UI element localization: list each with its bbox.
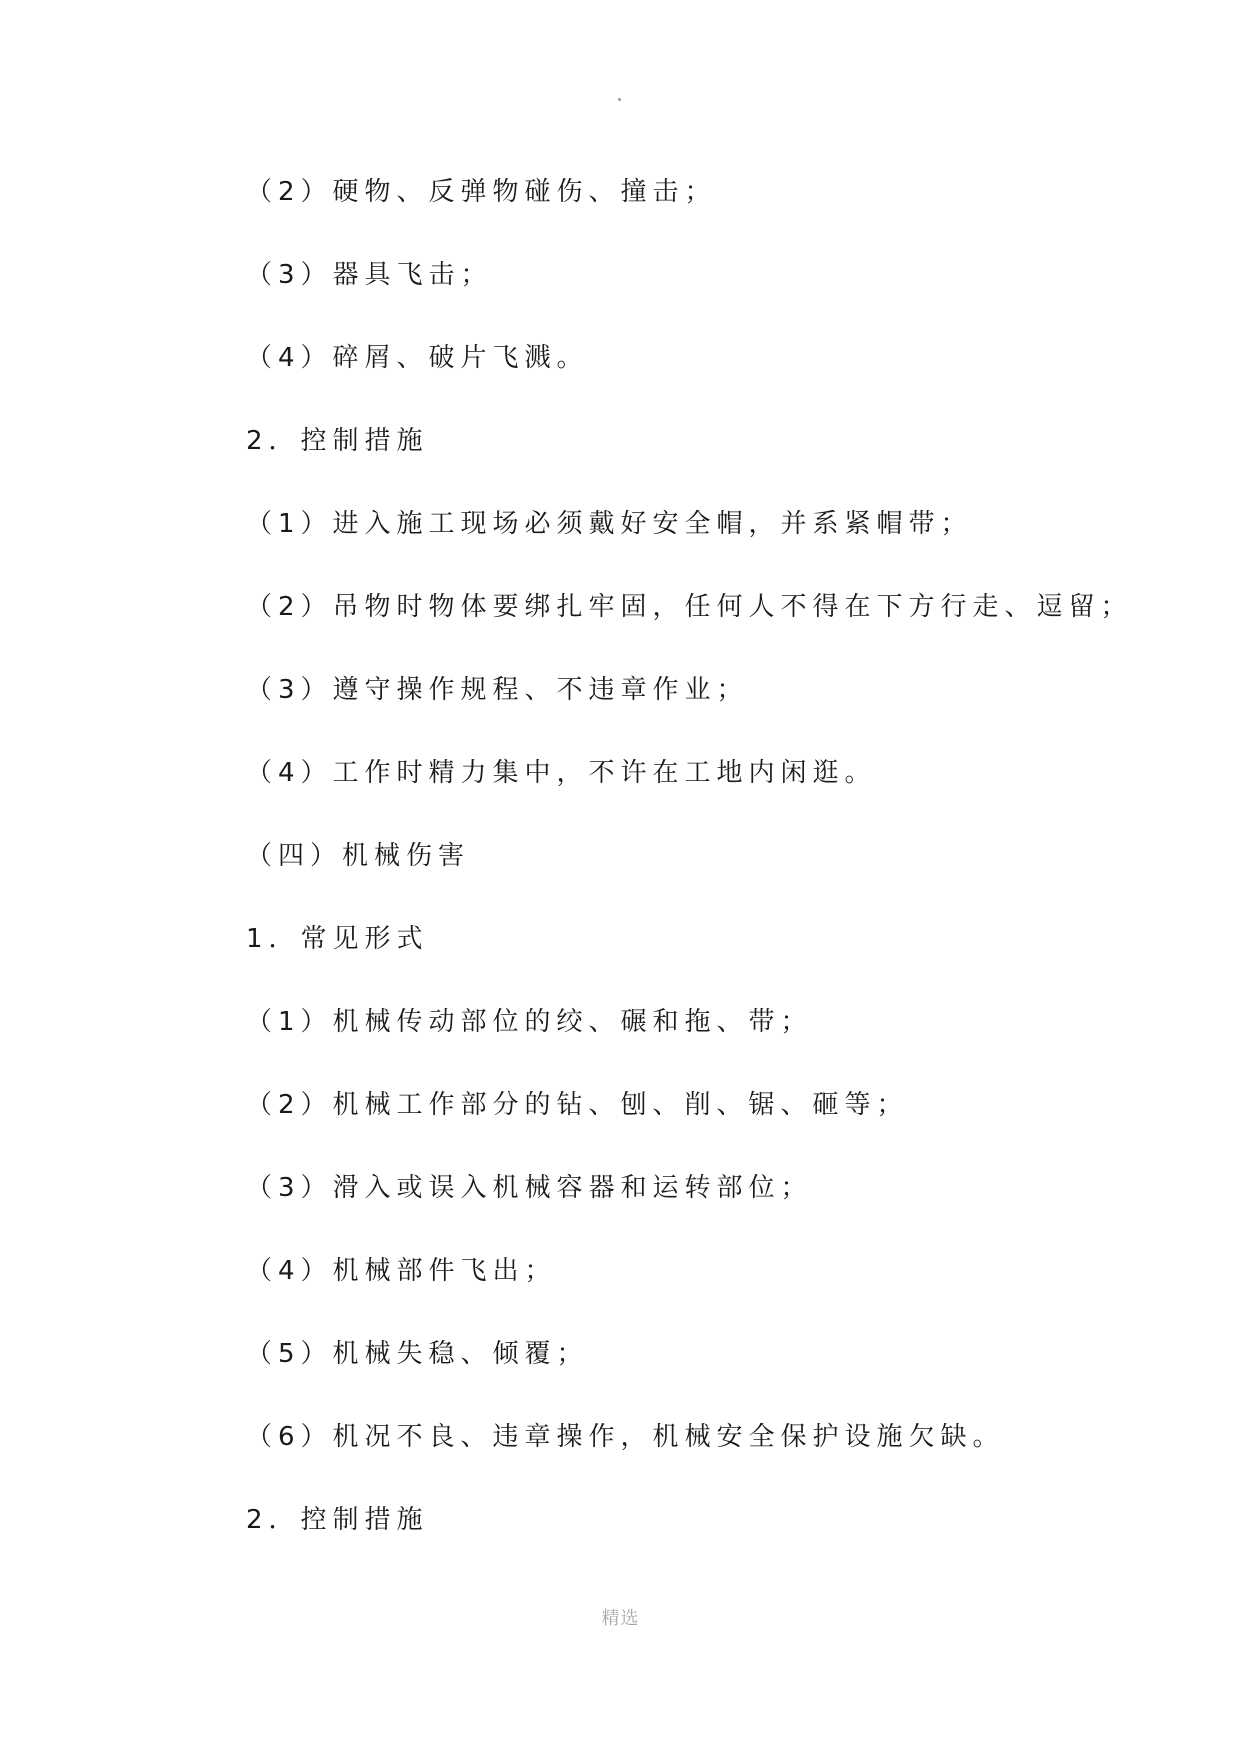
list-item: （2）硬物、反弹物碰伤、撞击；: [246, 177, 717, 207]
list-item: （3）滑入或误入机械容器和运转部位；: [246, 1173, 813, 1203]
list-item: （5）机械失稳、倾覆；: [246, 1339, 589, 1369]
list-item: （1）机械传动部位的绞、碾和拖、带；: [246, 1007, 813, 1037]
page-footer: 精选: [601, 1608, 640, 1629]
list-item: （3）遵守操作规程、不违章作业；: [246, 675, 749, 705]
list-item: （4）工作时精力集中，不许在工地内闲逛。: [246, 758, 877, 788]
list-item: （3）器具飞击；: [246, 260, 493, 290]
list-item: （4）碎屑、破片飞溅。: [246, 343, 589, 373]
list-item: （1）进入施工现场必须戴好安全帽，并系紧帽带；: [246, 509, 973, 539]
list-item: （2）吊物时物体要绑扎牢固，任何人不得在下方行走、逗留；: [246, 592, 1133, 622]
section-heading: 1．常见形式: [246, 924, 429, 954]
section-heading: 2．控制措施: [246, 426, 429, 456]
list-item: （6）机况不良、违章操作，机械安全保护设施欠缺。: [246, 1422, 1005, 1452]
header-mark: [618, 98, 621, 101]
section-heading: 2．控制措施: [246, 1505, 429, 1535]
section-heading: （四）机械伤害: [246, 841, 471, 871]
list-item: （4）机械部件飞出；: [246, 1256, 557, 1286]
list-item: （2）机械工作部分的钻、刨、削、锯、砸等；: [246, 1090, 909, 1120]
